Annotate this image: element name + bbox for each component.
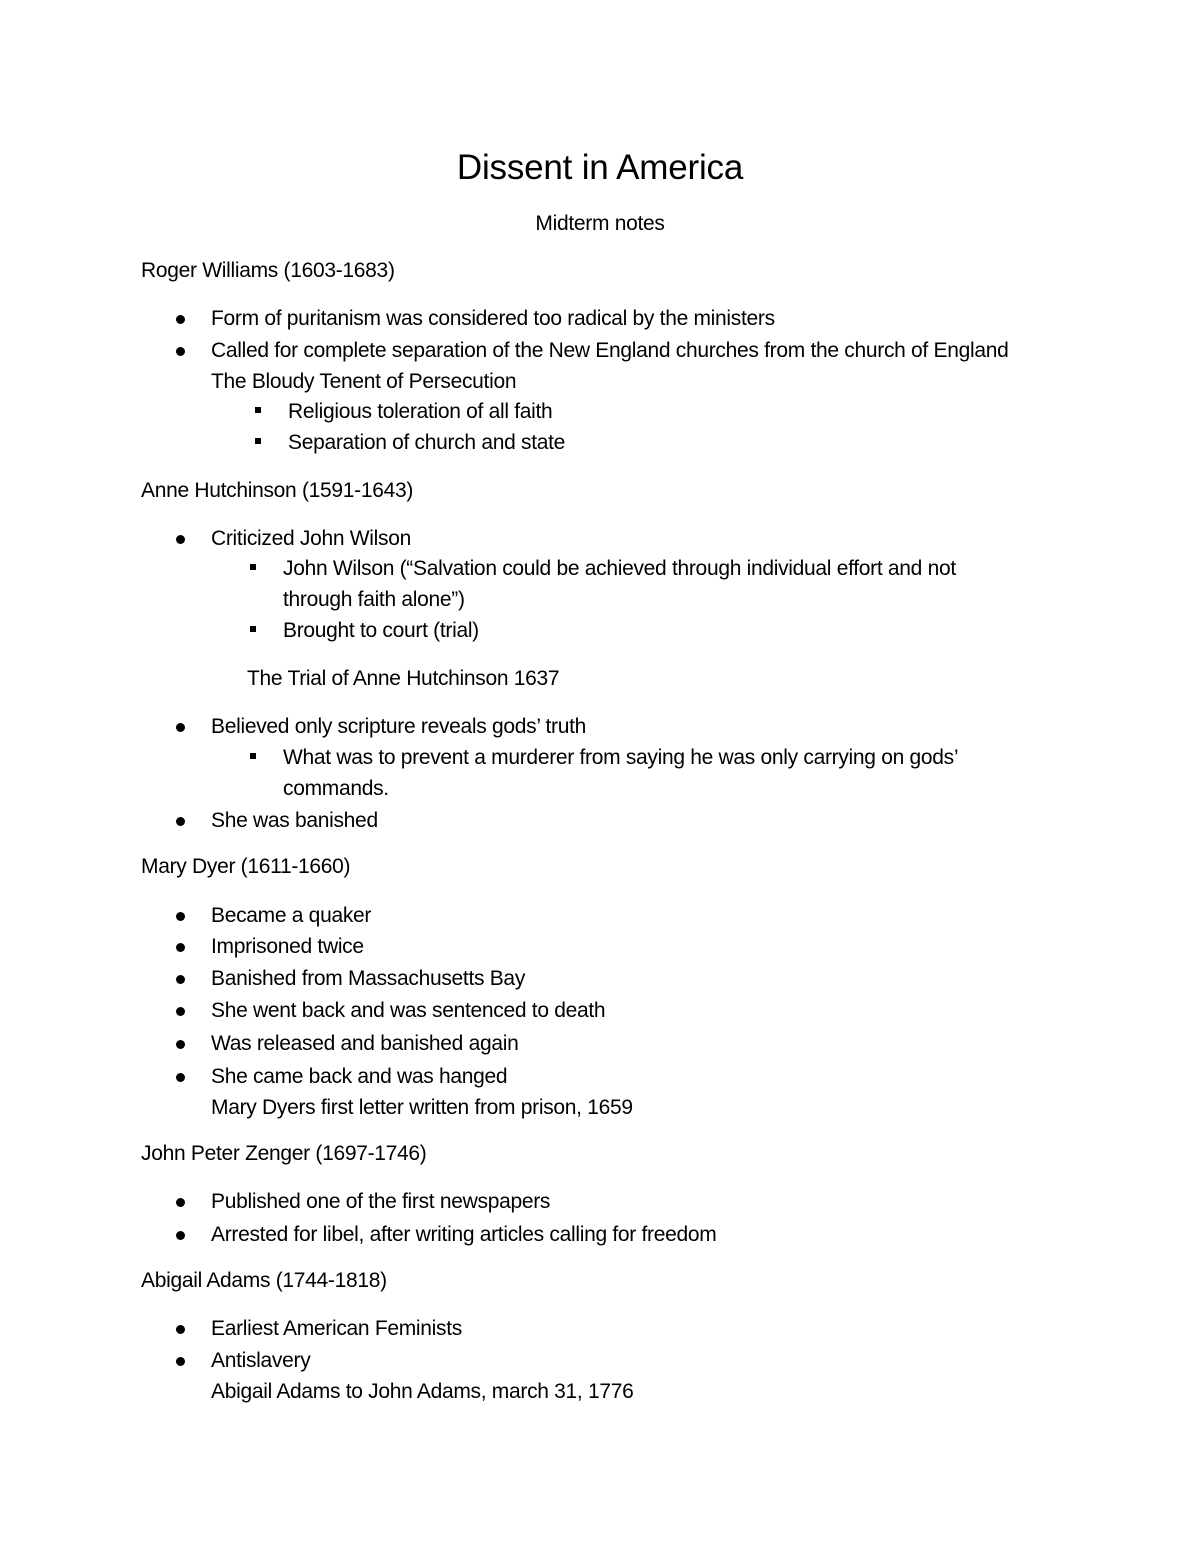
list-item: Published one of the first newspapers <box>211 1190 551 1213</box>
sub-list-item: Religious toleration of all faith <box>288 400 553 423</box>
bullet-icon <box>176 1231 185 1240</box>
document-subtitle: Midterm notes <box>535 212 665 235</box>
bullet-icon <box>176 1073 185 1082</box>
list-item: Form of puritanism was considered too radical by the ministers <box>211 307 775 330</box>
list-item: She was banished <box>211 809 378 832</box>
sub-list-item-continuation: commands. <box>283 777 389 800</box>
list-item: Arrested for libel, after writing articles calling for freedom <box>211 1223 717 1246</box>
bullet-icon <box>176 1007 185 1016</box>
bullet-icon <box>176 315 185 324</box>
sub-list-item: John Wilson (“Salvation could be achieved through individual effort and not <box>283 557 956 580</box>
bullet-icon <box>176 1198 185 1207</box>
bullet-icon <box>176 912 185 921</box>
list-item: Called for complete separation of the New England churches from the church of England <box>211 339 1009 362</box>
list-item-continuation: Mary Dyers first letter written from prison, 1659 <box>211 1096 633 1119</box>
square-bullet-icon <box>255 407 261 413</box>
bullet-icon <box>176 1325 185 1334</box>
bullet-icon <box>176 943 185 952</box>
bullet-icon <box>176 975 185 984</box>
list-item: Antislavery <box>211 1349 311 1372</box>
list-item: Was released and banished again <box>211 1032 519 1055</box>
square-bullet-icon <box>250 564 256 570</box>
list-item: Banished from Massachusetts Bay <box>211 967 526 990</box>
section-heading-anne-hutchinson: Anne Hutchinson (1591-1643) <box>141 479 414 502</box>
bullet-icon <box>176 347 185 356</box>
section-heading-roger-williams: Roger Williams (1603-1683) <box>141 259 395 282</box>
sub-list-item: What was to prevent a murderer from saying he was only carrying on gods’ <box>283 746 959 769</box>
section-heading-john-peter-zenger: John Peter Zenger (1697-1746) <box>141 1142 427 1165</box>
section-heading-mary-dyer: Mary Dyer (1611-1660) <box>141 855 351 878</box>
bullet-icon <box>176 1040 185 1049</box>
list-item: Became a quaker <box>211 904 372 927</box>
bullet-icon <box>176 1357 185 1366</box>
list-item: She came back and was hanged <box>211 1065 508 1088</box>
document-title: Dissent in America <box>456 148 744 187</box>
bullet-icon <box>176 723 185 732</box>
sub-list-item: Separation of church and state <box>288 431 566 454</box>
list-item-continuation: The Bloudy Tenent of Persecution <box>211 370 517 393</box>
list-item: Criticized John Wilson <box>211 527 411 550</box>
document-reference: The Trial of Anne Hutchinson 1637 <box>247 667 560 690</box>
square-bullet-icon <box>250 626 256 632</box>
square-bullet-icon <box>250 753 256 759</box>
list-item: Imprisoned twice <box>211 935 364 958</box>
sub-list-item-continuation: through faith alone”) <box>283 588 465 611</box>
section-heading-abigail-adams: Abigail Adams (1744-1818) <box>141 1269 387 1292</box>
list-item: Believed only scripture reveals gods’ truth <box>211 715 587 738</box>
sub-list-item: Brought to court (trial) <box>283 619 479 642</box>
bullet-icon <box>176 817 185 826</box>
list-item-continuation: Abigail Adams to John Adams, march 31, 1776 <box>211 1380 634 1403</box>
square-bullet-icon <box>255 438 261 444</box>
list-item: Earliest American Feminists <box>211 1317 462 1340</box>
list-item: She went back and was sentenced to death <box>211 999 606 1022</box>
bullet-icon <box>176 535 185 544</box>
